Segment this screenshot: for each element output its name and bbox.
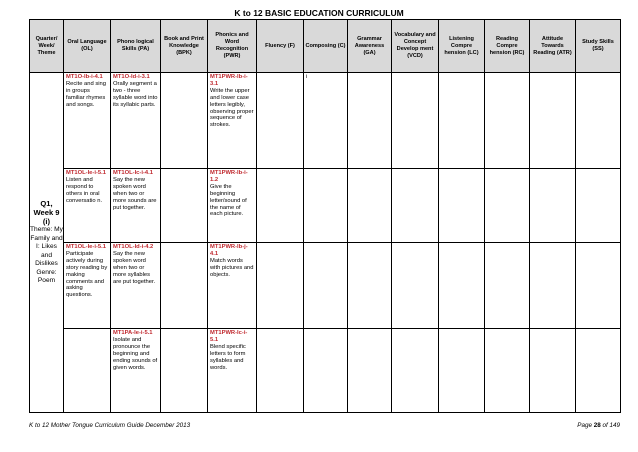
header-row — [30, 20, 621, 73]
ol-cell — [64, 243, 111, 329]
pwr-text: Write the upper and lower case letters legibly, observing proper sequence of strokes. — [210, 87, 254, 129]
curriculum-table — [29, 19, 621, 413]
pwr-cell — [208, 243, 257, 329]
ss-cell — [576, 243, 621, 329]
pa-text: Isolate and pronounce the beginning and ending sounds of given words. — [113, 336, 158, 371]
pa-cell — [111, 243, 161, 329]
lc-cell — [439, 169, 485, 243]
pwr-cell — [208, 169, 257, 243]
theme-genre: Theme: My Family and I: Likes and Dislikes Genre: Poem — [30, 225, 63, 285]
vcd-cell — [392, 243, 439, 329]
header-oral-language: Oral Language (OL) — [64, 20, 111, 73]
vcd-cell — [392, 169, 439, 243]
c-cell — [304, 243, 348, 329]
document-title: K to 12 BASIC EDUCATION CURRICULUM — [234, 8, 404, 18]
pwr-text: Match words with pictures and objects. — [210, 257, 254, 278]
bpk-cell — [161, 73, 208, 169]
header-phonological-skills: Phono logical Skills (PA) — [111, 20, 161, 73]
quarter-week: Q1, Week 9 (i) — [33, 198, 60, 226]
header-grammar-awareness: Grammar Awareness (GA) — [348, 20, 392, 73]
page-num: 28 — [593, 422, 601, 429]
pa-cell — [111, 73, 161, 169]
pwr-cell — [208, 329, 257, 413]
page-of: of 149 — [602, 422, 620, 429]
lc-cell — [439, 243, 485, 329]
f-cell — [257, 243, 304, 329]
rc-cell — [485, 329, 530, 413]
ol-cell — [64, 329, 111, 413]
rc-cell — [485, 169, 530, 243]
quarter-week-cell — [30, 73, 64, 413]
ol-cell — [64, 169, 111, 243]
c-cell — [304, 329, 348, 413]
footer-guide-title: K to 12 Mother Tongue Curriculum Guide December 2013 — [29, 422, 191, 429]
f-cell — [257, 169, 304, 243]
vcd-cell — [392, 329, 439, 413]
ga-cell — [348, 243, 392, 329]
pwr-code: MT1PWR-Ib-i-3.1 — [210, 74, 248, 87]
ol-text: Participate actively during story reading by making comments and asking questions. — [66, 250, 108, 299]
ol-cell — [64, 73, 111, 169]
pwr-code: MT1PWR-Ib-i-1.2 — [210, 170, 248, 183]
ol-code: MT1O-Ib-i-4.1 — [66, 74, 103, 80]
c-cell: i — [304, 73, 348, 169]
ol-text: Listen and respond to others in oral conversatio n. — [66, 176, 103, 204]
page-label: Page — [577, 422, 592, 429]
ol-code: MT1OL-Ie-i-5.1 — [66, 244, 106, 250]
lc-cell — [439, 73, 485, 169]
vcd-cell — [392, 73, 439, 169]
pa-code: MT1OL-Ic-i-4.1 — [113, 170, 153, 176]
header-composing: Composing (C) — [304, 20, 348, 73]
pa-code: MT1O-Id-i-3.1 — [113, 74, 150, 80]
ss-cell — [576, 169, 621, 243]
atr-cell — [530, 243, 576, 329]
pa-text: Say the new spoken word when two or more sounds are put together. — [113, 176, 157, 211]
pa-code: MT1OL-Id-i-4.2 — [113, 244, 154, 250]
bpk-cell — [161, 169, 208, 243]
table-row — [30, 73, 621, 169]
pa-text: Orally segment a two - three syllable word into its syllabic parts. — [113, 80, 158, 108]
ga-cell — [348, 329, 392, 413]
header-fluency: Fluency (F) — [257, 20, 304, 73]
ol-text: Recite and sing in groups familiar rhymes and songs. — [66, 80, 106, 108]
pa-cell — [111, 169, 161, 243]
pa-code: MT1PA-Ie-i-5.1 — [113, 330, 153, 336]
pwr-text: Blend specific letters to form syllables and words. — [210, 343, 246, 371]
f-cell — [257, 329, 304, 413]
ss-cell — [576, 329, 621, 413]
table-row — [30, 169, 621, 243]
pwr-cell — [208, 73, 257, 169]
bpk-cell — [161, 329, 208, 413]
header-book-print-knowledge: Book and Print Knowledge (BPK) — [161, 20, 208, 73]
table-row — [30, 243, 621, 329]
ga-cell — [348, 73, 392, 169]
pwr-code: MT1PWR-Ic-i-5.1 — [210, 330, 248, 343]
rc-cell — [485, 243, 530, 329]
atr-cell — [530, 169, 576, 243]
header-study-skills: Study Skills (SS) — [576, 20, 621, 73]
atr-cell — [530, 329, 576, 413]
footer-page-number — [577, 422, 620, 429]
header-attitude-reading: Attitude Towards Reading (ATR) — [530, 20, 576, 73]
rc-cell — [485, 73, 530, 169]
ss-cell — [576, 73, 621, 169]
pa-cell — [111, 329, 161, 413]
pwr-code: MT1PWR-Ib-j-4.1 — [210, 244, 248, 257]
c-cell — [304, 169, 348, 243]
lc-cell — [439, 329, 485, 413]
table-row — [30, 329, 621, 413]
ol-code: MT1OL-Ie-i-5.1 — [66, 170, 106, 176]
f-cell — [257, 73, 304, 169]
ga-cell — [348, 169, 392, 243]
pwr-text: Give the beginning letter/sound of the name of each picture. — [210, 183, 247, 218]
header-listening-comprehension: Listening Compre hension (LC) — [439, 20, 485, 73]
header-reading-comprehension: Reading Compre hension (RC) — [485, 20, 530, 73]
header-phonics-word-recognition: Phonics and Word Recognition (PWR) — [208, 20, 257, 73]
atr-cell — [530, 73, 576, 169]
header-quarter: Quarter/ Week/ Theme — [30, 20, 64, 73]
header-vocabulary: Vocabulary and Concept Develop ment (VCD) — [392, 20, 439, 73]
bpk-cell — [161, 243, 208, 329]
pa-text: Say the new spoken word when two or more syllables are put together. — [113, 250, 156, 285]
